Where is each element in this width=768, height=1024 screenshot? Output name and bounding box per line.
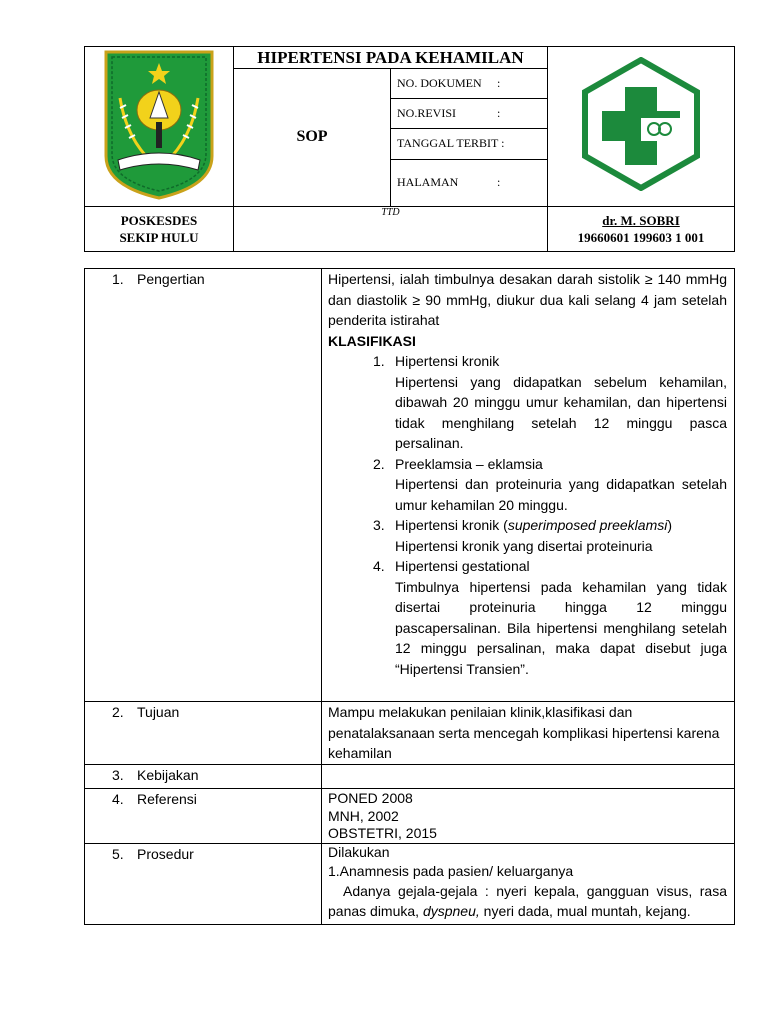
section-body-kebijakan [322,765,735,789]
field-tanggal-terbit: TANGGAL TERBIT : [391,129,548,159]
klasifikasi-desc: Timbulnya hipertensi pada kehamilan yang tidak disertai proteinuria hingga 12 minggu pascapersalinan. Bila hipertensi menghilang setelah 12 minggu persalinan, maka dapat disebut juga “Hipertensi Transien”. [395,578,727,677]
regency-logo-cell [85,47,234,207]
klasifikasi-desc: Hipertensi kronik yang disertai proteinuria [395,537,653,554]
klasifikasi-heading: KLASIFIKASI [328,332,416,349]
list-item: 3. Hipertensi kronik (superimposed preeklamsi) Hipertensi kronik yang disertai proteinuria [373,515,727,556]
list-item: 2. Preeklamsia – eklamsia Hipertensi dan proteinuria yang didapatkan setelah umur kehamilan 20 minggu. [373,454,727,516]
klasifikasi-list [328,351,727,679]
section-label-prosedur: 5. Prosedur [85,843,322,924]
table-row [85,269,735,702]
klasifikasi-title: Hipertensi gestational [395,558,530,574]
klasifikasi-title: Preeklamsia – eklamsia [395,455,543,472]
org-name [85,206,234,251]
klasifikasi-title: Hipertensi kronik (superimposed preeklamsi) [395,517,673,533]
signer-name: dr. M. SOBRI [602,212,680,228]
document-header [84,46,735,252]
section-body-prosedur [322,843,735,924]
table-row [85,789,735,844]
section-label-kebijakan: 3. Kebijakan [85,765,322,789]
prosedur-detail: Adanya gejala-gejala : nyeri kepala, gangguan visus, rasa panas dimuka, dyspneu, nyeri dada, mual muntah, kejang. [328,882,731,919]
list-item: 1. Hipertensi kronik Hipertensi yang didapatkan sebelum kehamilan, dibawah 20 minggu umur kehamilan, dan hipertensi tidak menghilang setelah 12 minggu pasca persalinan. [373,351,727,454]
signer-block [548,206,735,251]
section-label-pengertian: 1. Pengertian [85,269,322,702]
definition-text: Hipertensi, ialah timbulnya desakan darah sistolik ≥ 140 mmHg dan diastolik ≥ 90 mmHg, diukur dua kali selang 4 jam setelah penderita istirahat [328,271,727,328]
sop-content-table [84,268,735,925]
reference-item: MNH, 2002 [328,807,399,824]
section-body-referensi [322,789,735,844]
klasifikasi-title: Hipertensi kronik [395,353,500,369]
signature-area [234,206,548,251]
document-title: HIPERTENSI PADA KEHAMILAN [234,47,548,69]
field-no-dokumen: NO. DOKUMEN : [391,69,548,99]
field-halaman: HALAMAN : [391,159,548,206]
klasifikasi-desc: Hipertensi dan proteinuria yang didapatkan setelah umur kehamilan 20 minggu. [395,476,727,513]
regency-emblem-icon [100,48,218,200]
reference-item: OBSTETRI, 2015 [328,825,437,841]
health-logo-cell [548,47,735,207]
org-line-1: POSKESDES [120,212,198,228]
klasifikasi-desc: Hipertensi yang didapatkan sebelum kehamilan, dibawah 20 minggu umur kehamilan, dan hipertensi tidak menghilang setelah 12 minggu pasca persalinan. [395,373,727,451]
reference-item: PONED 2008 [328,790,413,806]
prosedur-intro: Dilakukan [328,843,390,860]
org-line-2: SEKIP HULU [119,229,199,245]
section-body-pengertian [322,269,735,702]
table-row [85,765,735,789]
signer-nip: 19660601 199603 1 001 [577,229,705,245]
table-row [85,843,735,924]
table-row [85,702,735,765]
section-label-referensi: 4. Referensi [85,789,322,844]
puskesmas-cross-icon [580,57,702,191]
sop-label: SOP [234,69,391,207]
signature-mark: TTD [381,206,400,218]
section-label-tujuan: 2. Tujuan [85,702,322,765]
list-item: 4. Hipertensi gestational Timbulnya hipertensi pada kehamilan yang tidak disertai proteinuria hingga 12 minggu pascapersalinan. Bila hipertensi menghilang setelah 12 minggu persalinan, maka dapat disebut juga “Hipertensi Transien”. [373,556,727,679]
field-no-revisi: NO.REVISI : [391,99,548,129]
prosedur-step: 1.Anamnesis pada pasien/ keluarganya [328,862,574,879]
section-body-tujuan: Mampu melakukan penilaian klinik,klasifikasi dan penatalaksanaan serta mencegah komplikasi hipertensi karena kehamilan [322,702,735,765]
